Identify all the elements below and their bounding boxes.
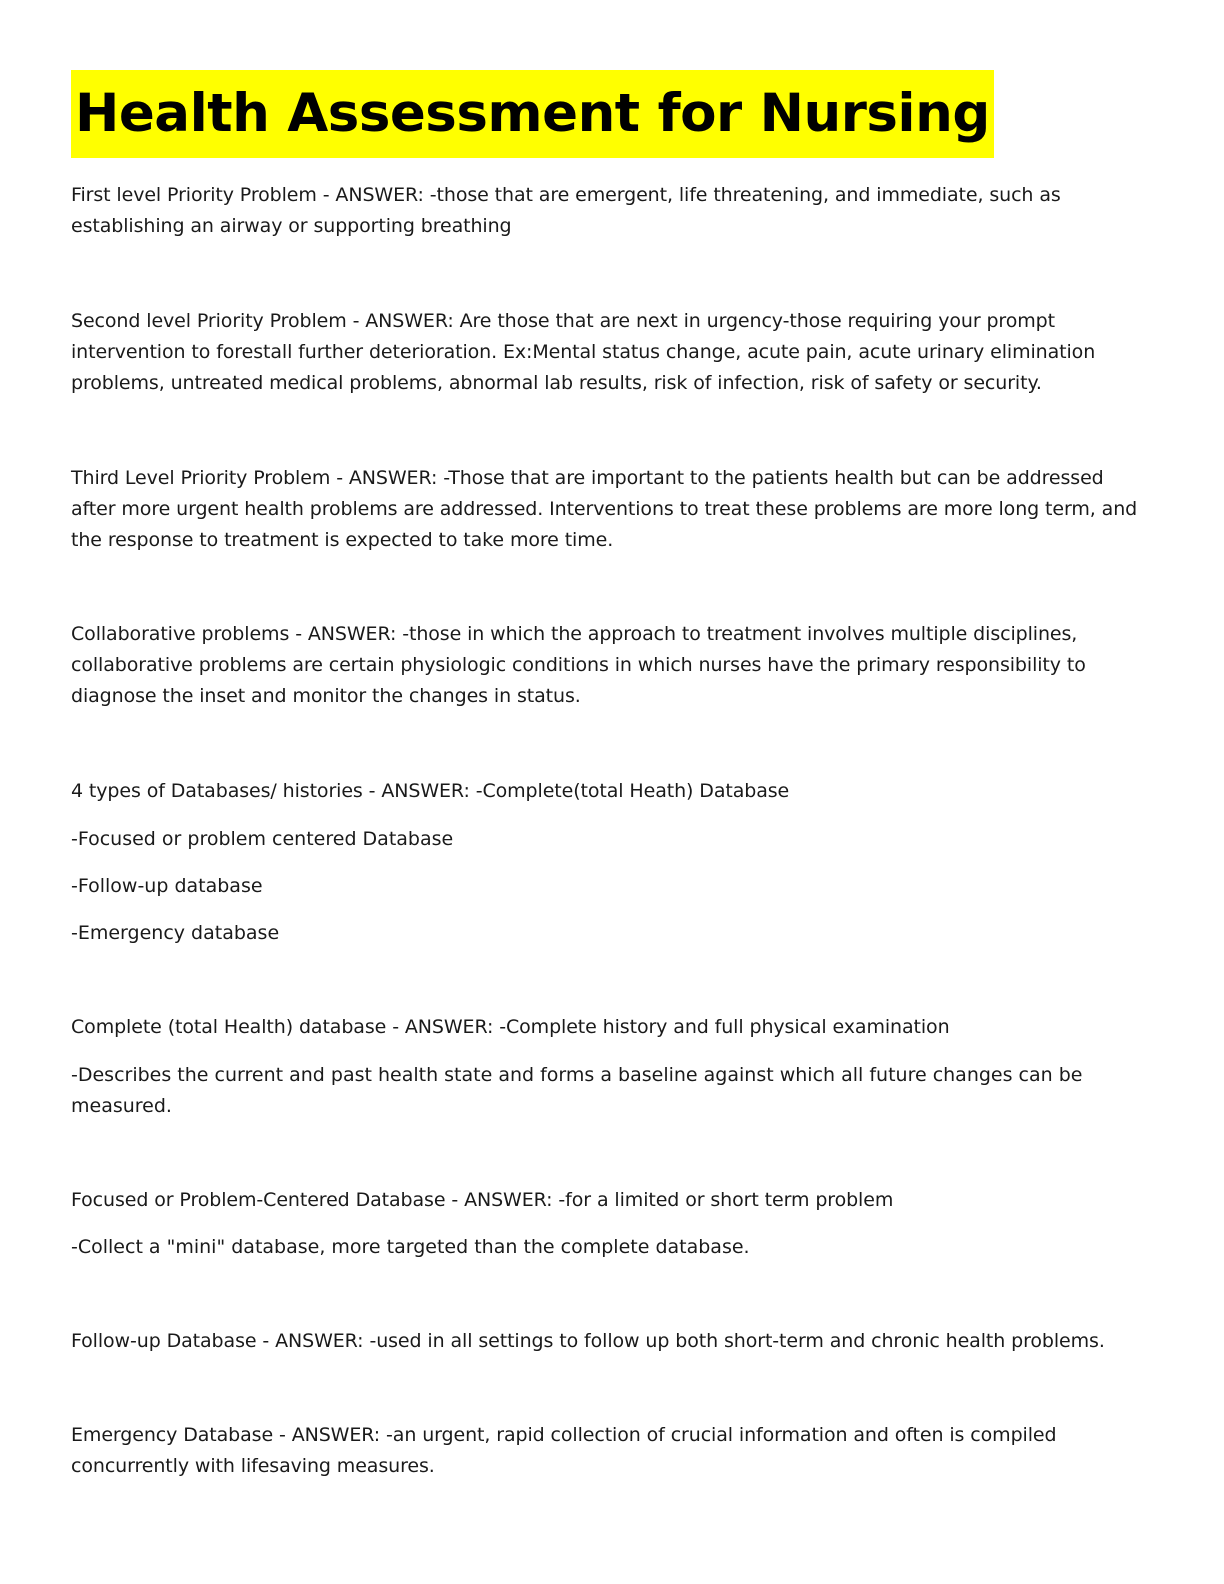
qa-term: Second level Priority Problem xyxy=(71,310,347,332)
qa-entry-focused-database xyxy=(71,1185,1151,1216)
qa-sub-text: -Describes the current and past health state and forms a baseline against which all future changes can be measured. xyxy=(71,1064,1083,1117)
page-title: Health Assessment for Nursing xyxy=(71,70,994,158)
qa-separator: - ANSWER: xyxy=(289,623,403,645)
qa-sub-text: -Emergency database xyxy=(71,922,280,944)
qa-separator: - ANSWER: xyxy=(330,467,444,489)
qa-sub-text: -Focused or problem centered Database xyxy=(71,828,454,850)
qa-answer: Are those that are next in urgency-those requiring your prompt intervention to forestall further deterioration. Ex:Mental status change, acute pain, acute urinary elimination problems, untreated medical problems, abnormal lab results, risk of infection, risk of safety or security. xyxy=(71,310,1096,394)
qa-entry-follow-up-database xyxy=(71,1326,1151,1357)
qa-text xyxy=(71,1420,1151,1482)
qa-text xyxy=(71,1012,1151,1043)
qa-answer: -an urgent, rapid collection of crucial information and often is compiled concurrently with lifesaving measures. xyxy=(71,1424,1057,1477)
qa-sub-line xyxy=(71,918,1151,949)
qa-sub-text: -Collect a "mini" database, more targeted than the complete database. xyxy=(71,1236,750,1258)
qa-sub-text: -Follow-up database xyxy=(71,875,263,897)
qa-separator: - ANSWER: xyxy=(445,1189,559,1211)
qa-term: Follow-up Database xyxy=(71,1330,257,1352)
qa-separator: - ANSWER: xyxy=(362,780,476,802)
qa-separator: - ANSWER: xyxy=(386,1016,500,1038)
qa-entry-complete-database xyxy=(71,1012,1151,1043)
qa-separator: - ANSWER: xyxy=(346,310,460,332)
qa-text xyxy=(71,180,1151,242)
qa-term: Complete (total Health) database xyxy=(71,1016,387,1038)
qa-answer: -Complete history and full physical examination xyxy=(499,1016,950,1038)
qa-entry-emergency-database xyxy=(71,1420,1151,1482)
qa-answer: -Those that are important to the patients health but can be addressed after more urgent health problems are addressed. Interventions to treat these problems are more long term, and the response to treatment is expected to take more time. xyxy=(71,467,1138,551)
qa-sub-line xyxy=(71,1060,1151,1122)
qa-text xyxy=(71,619,1151,712)
qa-answer: -those in which the approach to treatment involves multiple disciplines, collaborative problems are certain physiologic conditions in which nurses have the primary responsibility to diagnose the inset and monitor the changes in status. xyxy=(71,623,1086,707)
qa-answer: -for a limited or short term problem xyxy=(558,1189,894,1211)
qa-entry-collaborative xyxy=(71,619,1151,712)
qa-answer: -Complete(total Heath) Database xyxy=(475,780,790,802)
qa-text xyxy=(71,306,1151,399)
qa-answer: -used in all settings to follow up both short-term and chronic health problems. xyxy=(369,1330,1105,1352)
qa-entry-first-level xyxy=(71,180,1151,242)
qa-text xyxy=(71,776,1151,807)
qa-answer: -those that are emergent, life threatening, and immediate, such as establishing an airway or supporting breathing xyxy=(71,184,1061,237)
qa-text xyxy=(71,1326,1151,1357)
qa-text xyxy=(71,1185,1151,1216)
qa-entry-database-types xyxy=(71,776,1151,807)
qa-separator: - ANSWER: xyxy=(256,1330,370,1352)
qa-term: Third Level Priority Problem xyxy=(71,467,331,489)
qa-sub-line xyxy=(71,824,1151,855)
qa-separator: - ANSWER: xyxy=(316,184,430,206)
qa-sub-line xyxy=(71,871,1151,902)
qa-entry-second-level xyxy=(71,306,1151,399)
qa-term: First level Priority Problem xyxy=(71,184,317,206)
qa-separator: - ANSWER: xyxy=(273,1424,387,1446)
qa-term: Collaborative problems xyxy=(71,623,290,645)
qa-term: Focused or Problem-Centered Database xyxy=(71,1189,446,1211)
qa-entry-third-level xyxy=(71,463,1151,556)
qa-sub-line xyxy=(71,1232,1151,1263)
qa-text xyxy=(71,463,1151,556)
qa-term: Emergency Database xyxy=(71,1424,274,1446)
document-page xyxy=(71,70,1161,158)
qa-term: 4 types of Databases/ histories xyxy=(71,780,363,802)
